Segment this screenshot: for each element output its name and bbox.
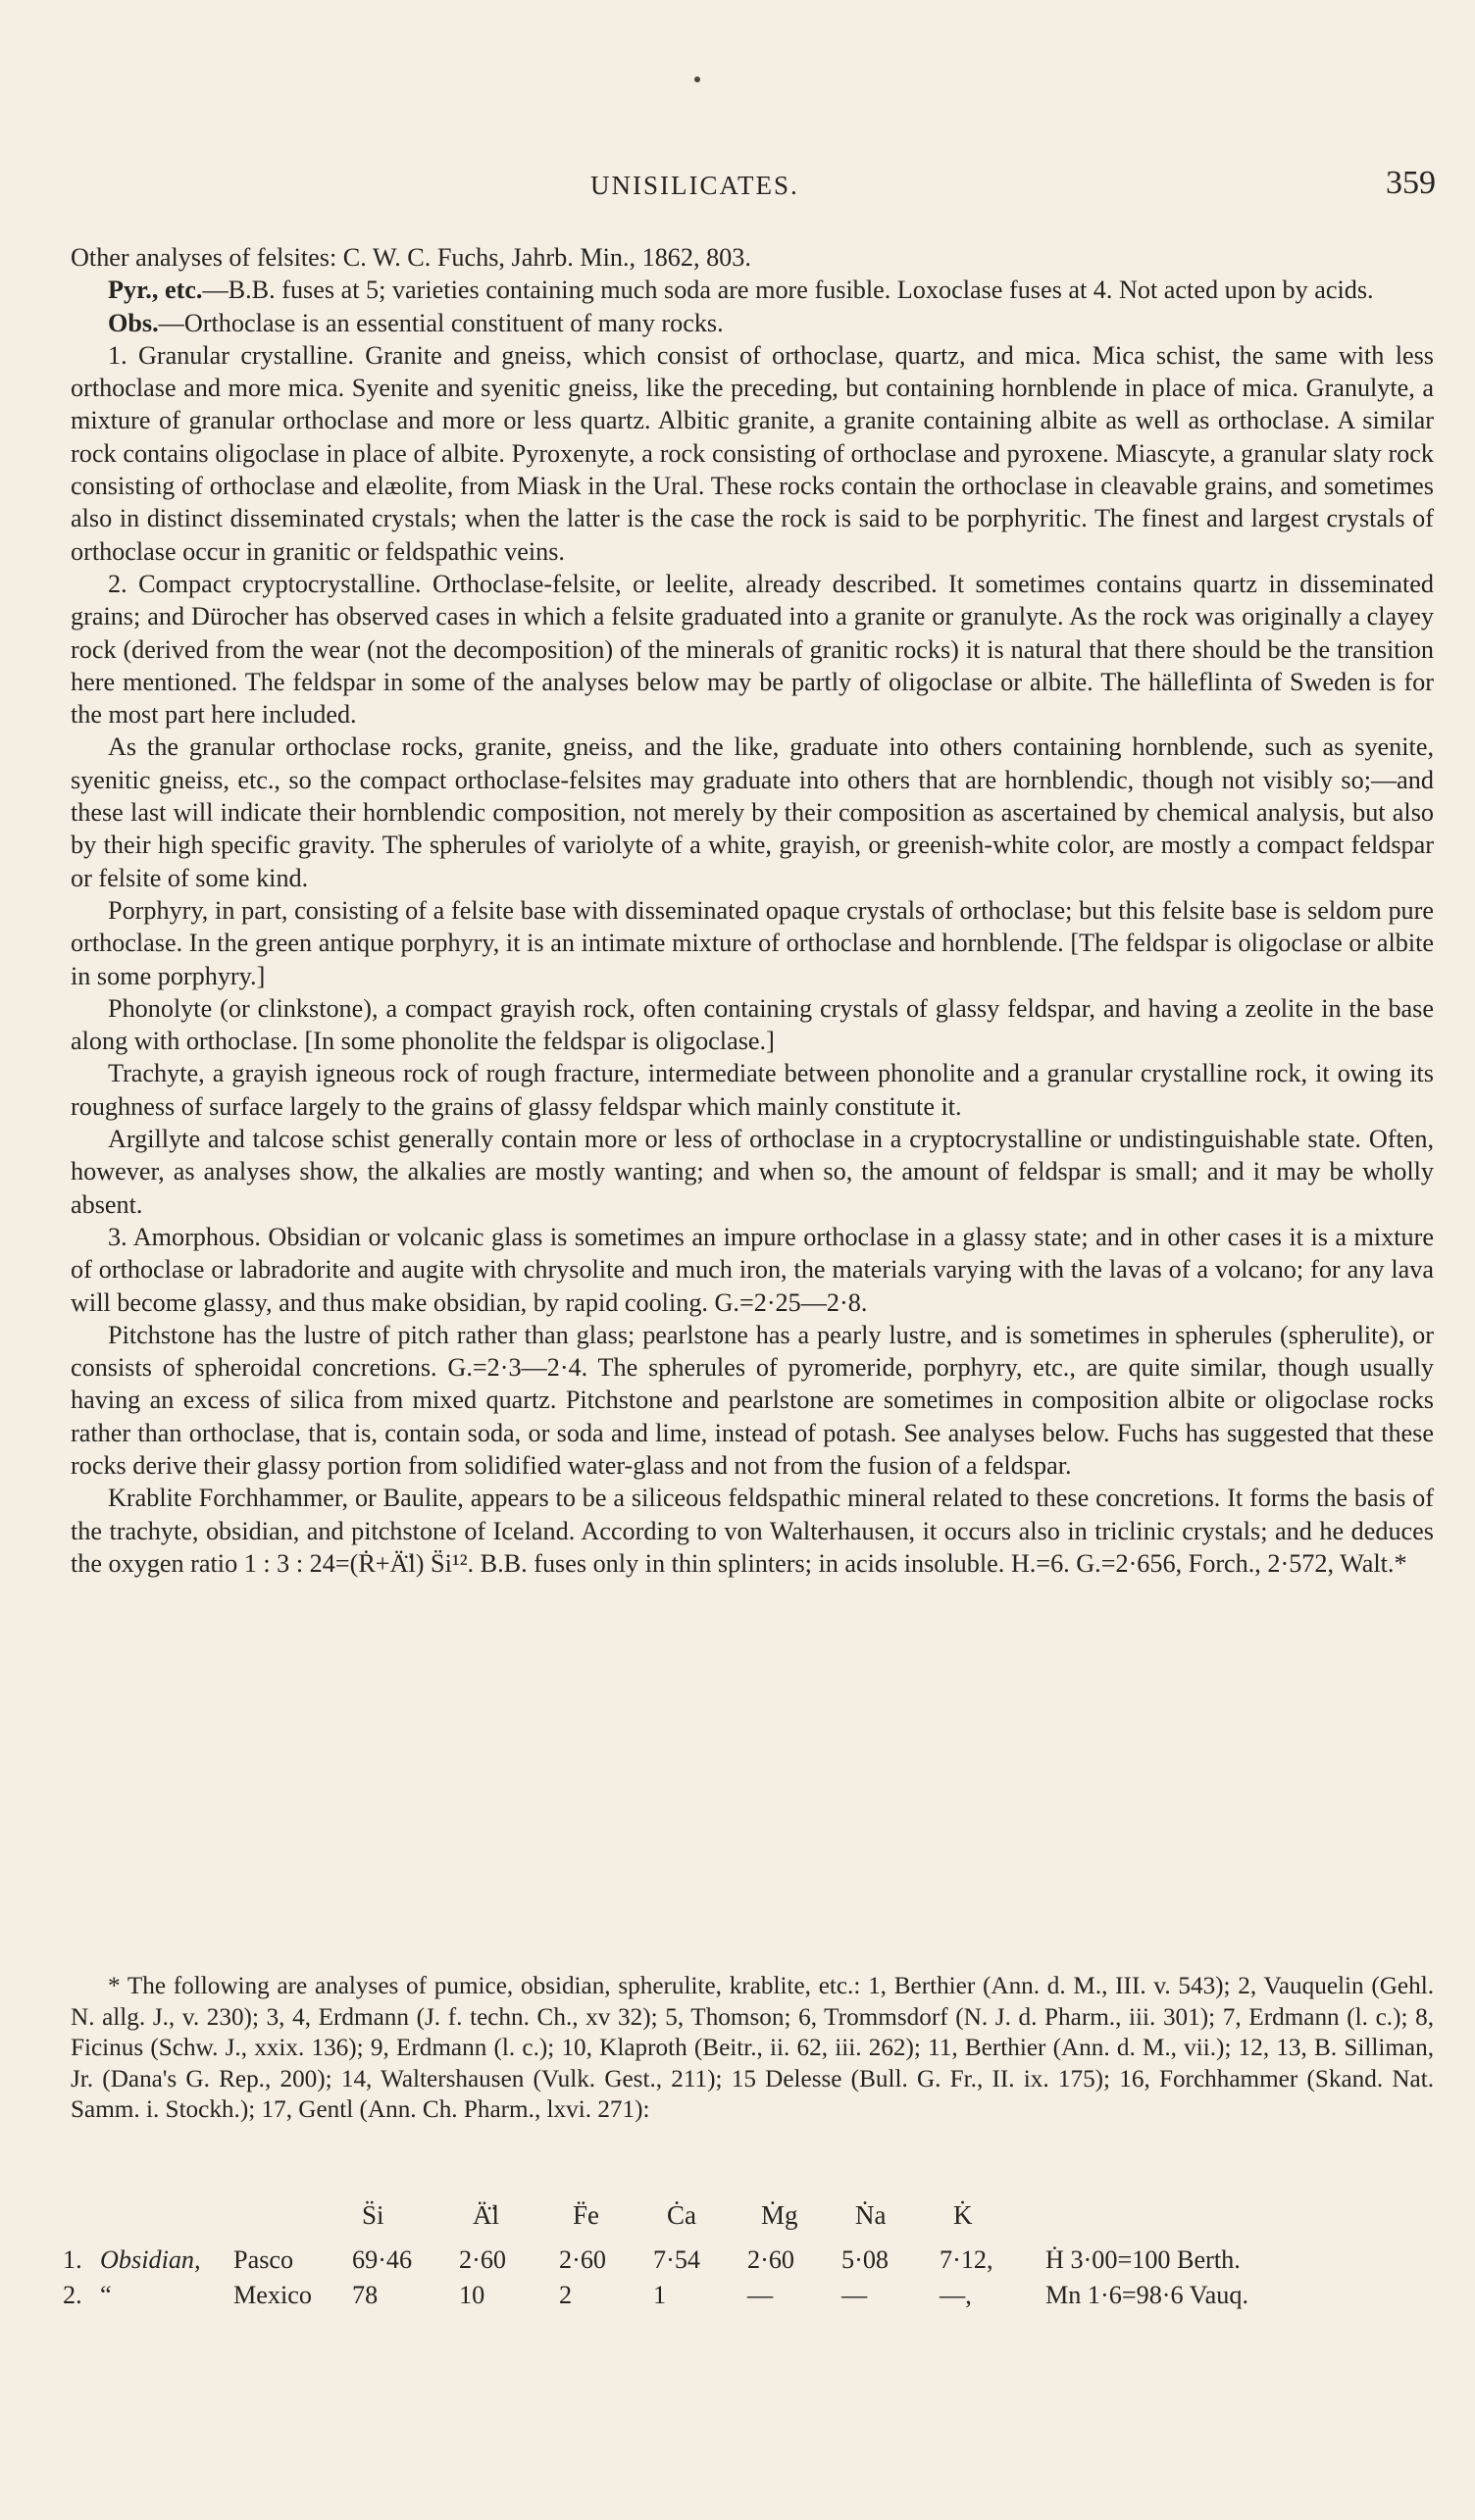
column-header: F̈e bbox=[573, 2200, 599, 2230]
cell-value: — bbox=[747, 2281, 774, 2309]
running-head: UNISILICATES. bbox=[590, 171, 799, 200]
paragraph-lead: Pyr., etc. bbox=[108, 276, 203, 305]
paragraph-lead: Obs. bbox=[108, 308, 159, 337]
paragraph: Phonolyte (or clinkstone), a compact grayish rock, often containing crystals of glassy feldspar, and having a zeolite in the base along with orthoclase. [In some phonolite the feldspar is oligoclase.] bbox=[71, 993, 1434, 1056]
paragraph: 1. Granular crystalline. Granite and gneiss, which consist of orthoclase, quartz, and mica. Mica schist, the same with less orthoclase and more mica. Syenite and syenitic gneiss, like the preceding, but containing hornblende in place of mica. Granulyte, a mixture of granular orthoclase and more or less quartz. Albitic granite, a granite containing albite as well as orthoclase. A similar rock contains oligoclase in place of albite. Pyroxenyte, a rock consisting of orthoclase and pyroxene. Miascyte, a granular slaty rock consisting of orthoclase and elæolite, from Miask in the Ural. These rocks contain the orthoclase in cleavable grains, and sometimes also in distinct disseminated crystals; when the latter is the case the rock is said to be porphyritic. The finest and largest crystals of orthoclase occur in granitic or feldspathic veins. bbox=[71, 340, 1434, 566]
paragraph: As the granular orthoclase rocks, granite, gneiss, and the like, graduate into others containing hornblende, such as syenite, syenitic gneiss, etc., so the compact orthoclase-felsites may graduate into others that are hornblendic, though not visibly so;—and these last will indicate their hornblendic composition, not merely by their composition as ascertained by chemical analysis, but also by their high specific gravity. The spherules of variolyte of a white, grayish, or greenish-white color, are mostly a compact feldspar or felsite of some kind. bbox=[71, 732, 1434, 892]
paragraph bbox=[71, 307, 1434, 339]
row-name: “ bbox=[100, 2281, 112, 2309]
paragraph: 3. Amorphous. Obsidian or volcanic glass is sometimes an impure orthoclase in a glassy state; and in other cases it is a mixture of orthoclase or labradorite and augite with chrysolite and much iron, the materials varying with the lavas of a volcano; for any lava will become glassy, and thus make obsidian, by rapid cooling. G.=2·25—2·8. bbox=[71, 1222, 1434, 1317]
paragraph: Krablite Forchhammer, or Baulite, appears to be a siliceous feldspathic mineral related to these concretions. It forms the basis of the trachyte, obsidian, and pitchstone of Iceland. According to von Walterhausen, it occurs also in triclinic crystals; and he deduces the oxygen ratio 1 : 3 : 24=(Ṙ+Ä̈l) S̈i¹². B.B. fuses only in thin splinters; in acids insoluble. H.=6. G.=2·656, Forch., 2·572, Walt.* bbox=[71, 1484, 1434, 1578]
column-header: Ċa bbox=[667, 2200, 696, 2230]
cell-value: —, bbox=[940, 2281, 972, 2309]
paragraph: Other analyses of felsites: C. W. C. Fuchs, Jahrb. Min., 1862, 803. bbox=[71, 243, 751, 272]
cell-value: 10 bbox=[459, 2281, 485, 2309]
footnote-text: * The following are analyses of pumice, obsidian, spherulite, krablite, etc.: 1, Berthier (Ann. d. M., III. v. 543); 2, Vauquelin (Gehl. N. allg. J., v. 230); 3, 4, Erdmann (J. f. techn. Ch., xv 32); 5, Thomson; 6, Trommsdorf (N. J. d. Pharm., iii. 301); 7, Erdmann (l. c.); 8, Ficinus (Schw. J., xxix. 136); 9, Erdmann (l. c.); 10, Klaproth (Beitr., ii. 62, iii. 262); 11, Berthier (Ann. d. M., vii.); 12, 13, B. Silliman, Jr. (Dana's G. Rep., 200); 14, Waltershausen (Vulk. Gest., 211); 15 Delesse (Bull. G. Fr., II. ix. 175); 16, Forchhammer (Skand. Nat. Samm. i. Stockh.); 17, Gentl (Ann. Ch. Pharm., lxvi. 271): bbox=[71, 1973, 1434, 2123]
cell-value: 7·54 bbox=[653, 2245, 701, 2274]
cell-value: 2 bbox=[559, 2281, 573, 2309]
body-text bbox=[71, 241, 1434, 1580]
row-remainder: Ḣ 3·00=100 Berth. bbox=[1045, 2245, 1241, 2274]
row-locality: Mexico bbox=[233, 2281, 312, 2309]
table-row bbox=[53, 2245, 1436, 2281]
paragraph-text: —Orthoclase is an essential constituent of many rocks. bbox=[158, 308, 724, 337]
column-header: Ä̈l bbox=[473, 2200, 499, 2230]
page-header bbox=[71, 165, 1436, 204]
printer-mark bbox=[694, 76, 700, 82]
cell-value: 2·60 bbox=[459, 2245, 507, 2274]
cell-value: 2·60 bbox=[747, 2245, 795, 2274]
paragraph-text: —B.B. fuses at 5; varieties containing much soda are more fusible. Loxoclase fuses at 4. Not acted upon by acids. bbox=[202, 276, 1374, 305]
cell-value: 2·60 bbox=[559, 2245, 607, 2274]
row-number: 1. bbox=[63, 2245, 82, 2274]
column-header: S̈i bbox=[362, 2200, 384, 2230]
footnote bbox=[71, 1971, 1434, 2126]
paragraph: Pitchstone has the lustre of pitch rather than glass; pearlstone has a pearly lustre, and is sometimes in spherules (spherulite), or consists of spheroidal concretions. G.=2·3—2·4. The spherules of pyromeride, porphyry, etc., are quite similar, though usually having an excess of silica from mixed quartz. Pitchstone and pearlstone are sometimes in composition albite or oligoclase rocks rather than orthoclase, that is, contain soda, or soda and lime, instead of potash. See analyses below. Fuchs has suggested that these rocks derive their glassy portion from solidified water-glass and not from the fusion of a feldspar. bbox=[71, 1320, 1434, 1480]
paragraph: Porphyry, in part, consisting of a felsite base with disseminated opaque crystals of orthoclase; but this felsite base is seldom pure orthoclase. In the green antique porphyry, it is an intimate mixture of orthoclase and hornblende. [The feldspar is oligoclase or albite in some porphyry.] bbox=[71, 895, 1434, 990]
cell-value: 5·08 bbox=[841, 2245, 890, 2274]
paragraph: Trachyte, a grayish igneous rock of rough fracture, intermediate between phonolite and a granular crystalline rock, it owing its roughness of surface largely to the grains of glassy feldspar which mainly constitute it. bbox=[71, 1059, 1434, 1121]
table-header-row bbox=[53, 2200, 1436, 2236]
row-number: 2. bbox=[63, 2281, 82, 2309]
column-header: Ṅa bbox=[855, 2200, 887, 2230]
cell-value: 1 bbox=[653, 2281, 667, 2309]
paragraph: Argillyte and talcose schist generally contain more or less of orthoclase in a cryptocrystalline or undistinguishable state. Often, however, as analyses show, the alkalies are mostly wanting; and when so, the amount of feldspar is small; and it may be wholly absent. bbox=[71, 1125, 1434, 1219]
paragraph bbox=[71, 274, 1434, 306]
cell-value: — bbox=[841, 2281, 868, 2309]
analyses-table bbox=[53, 2200, 1436, 2316]
cell-value: 7·12, bbox=[940, 2245, 993, 2274]
row-name: Obsidian, bbox=[100, 2245, 201, 2274]
row-remainder: Mn 1·6=98·6 Vauq. bbox=[1045, 2281, 1249, 2309]
cell-value: 69·46 bbox=[352, 2245, 413, 2274]
row-locality: Pasco bbox=[233, 2245, 294, 2274]
cell-value: 78 bbox=[352, 2281, 379, 2309]
column-header: Ṁg bbox=[761, 2200, 798, 2230]
page-number: 359 bbox=[1386, 165, 1436, 201]
table-row bbox=[53, 2281, 1436, 2316]
paragraph: 2. Compact cryptocrystalline. Orthoclase-felsite, or leelite, already described. It sometimes contains quartz in disseminated grains; and Dürocher has observed cases in which a felsite graduated into a granite or granulyte. As the rock was originally a clayey rock (derived from the wear (not the decomposition) of the minerals of granitic rocks) it is natural that there should be the transition here mentioned. The feldspar in some of the analyses below may be partly of oligoclase or albite. The hälleflinta of Sweden is for the most part here included. bbox=[71, 569, 1434, 730]
column-header: K̇ bbox=[953, 2200, 973, 2230]
